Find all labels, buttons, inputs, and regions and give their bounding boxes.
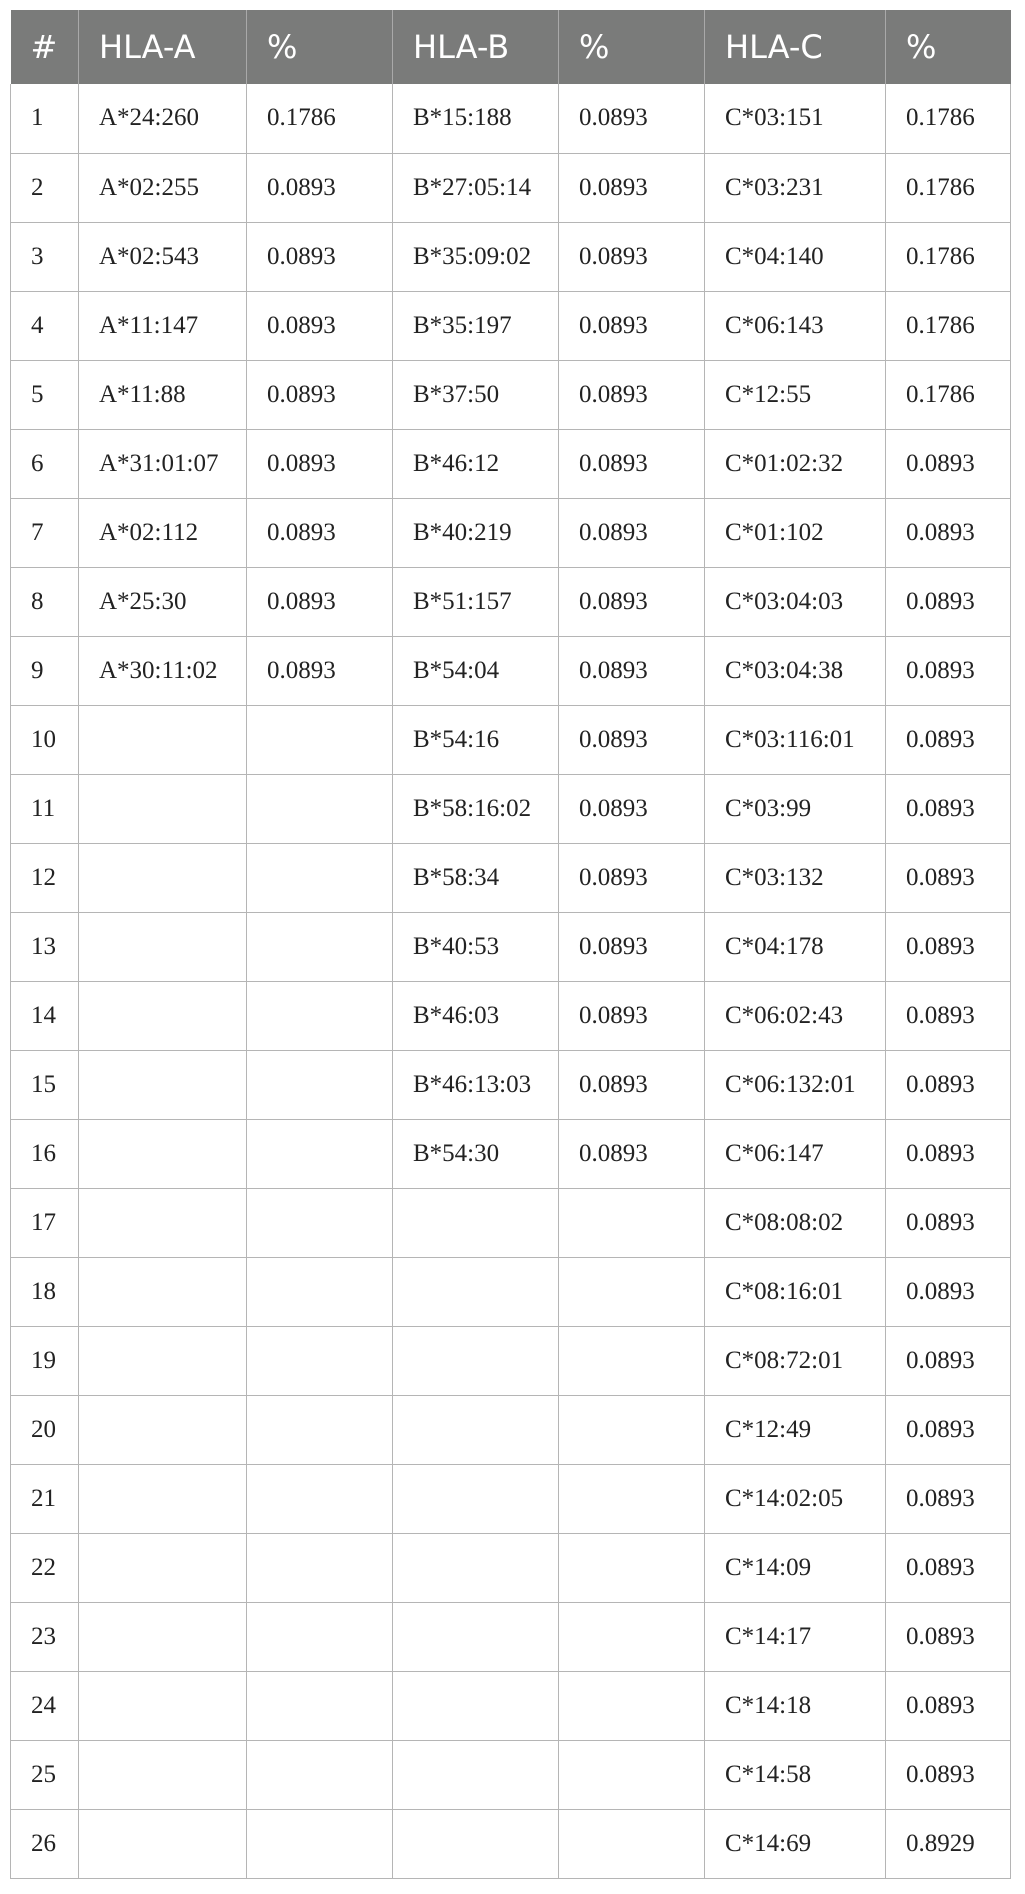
cell-hla-b-allele: B*27:05:14 [393,153,559,222]
cell-hla-c-allele: C*03:151 [705,84,886,153]
cell-hla-a-percent [247,912,393,981]
cell-row-index: 11 [11,774,79,843]
cell-hla-a-allele [79,1533,247,1602]
table-row [11,1533,1011,1602]
cell-hla-b-percent: 0.0893 [559,222,705,291]
cell-hla-c-allele: C*06:147 [705,1119,886,1188]
cell-row-index: 10 [11,705,79,774]
table-row [11,1809,1011,1878]
cell-hla-c-percent: 0.1786 [886,291,1011,360]
cell-hla-b-allele: B*40:53 [393,912,559,981]
cell-hla-a-percent: 0.0893 [247,360,393,429]
cell-hla-c-percent: 0.1786 [886,222,1011,291]
cell-hla-c-allele: C*08:16:01 [705,1257,886,1326]
table-row [11,1671,1011,1740]
table-row [11,360,1011,429]
cell-hla-a-percent [247,1671,393,1740]
cell-hla-b-allele: B*58:16:02 [393,774,559,843]
cell-hla-b-percent: 0.0893 [559,774,705,843]
cell-hla-a-allele [79,1395,247,1464]
cell-hla-a-percent [247,1257,393,1326]
cell-hla-a-allele [79,1188,247,1257]
cell-hla-c-percent: 0.0893 [886,1050,1011,1119]
cell-hla-b-percent: 0.0893 [559,636,705,705]
cell-hla-b-allele: B*35:197 [393,291,559,360]
cell-hla-c-allele: C*08:08:02 [705,1188,886,1257]
cell-hla-c-percent: 0.0893 [886,774,1011,843]
cell-hla-a-percent: 0.0893 [247,567,393,636]
cell-hla-a-allele [79,1809,247,1878]
cell-row-index: 18 [11,1257,79,1326]
cell-hla-c-percent: 0.0893 [886,567,1011,636]
table-row [11,1188,1011,1257]
cell-hla-b-percent: 0.0893 [559,498,705,567]
table-row [11,1395,1011,1464]
cell-hla-c-allele: C*03:04:03 [705,567,886,636]
cell-hla-b-allele: B*37:50 [393,360,559,429]
cell-hla-c-allele: C*04:178 [705,912,886,981]
cell-row-index: 22 [11,1533,79,1602]
cell-row-index: 6 [11,429,79,498]
cell-hla-a-percent [247,1533,393,1602]
cell-hla-a-allele: A*02:112 [79,498,247,567]
cell-row-index: 23 [11,1602,79,1671]
cell-hla-a-allele [79,1119,247,1188]
table-row [11,153,1011,222]
cell-hla-a-allele [79,774,247,843]
cell-hla-b-percent: 0.0893 [559,843,705,912]
cell-hla-c-allele: C*14:09 [705,1533,886,1602]
cell-hla-a-percent [247,1395,393,1464]
cell-hla-b-allele: B*35:09:02 [393,222,559,291]
cell-hla-c-percent: 0.0893 [886,429,1011,498]
cell-hla-b-allele [393,1533,559,1602]
cell-hla-c-percent: 0.1786 [886,360,1011,429]
cell-hla-b-allele: B*40:219 [393,498,559,567]
cell-hla-a-percent: 0.0893 [247,153,393,222]
table-header [11,10,1011,84]
cell-hla-c-percent: 0.0893 [886,1119,1011,1188]
cell-hla-a-percent: 0.0893 [247,222,393,291]
cell-hla-c-percent: 0.0893 [886,636,1011,705]
cell-hla-c-percent: 0.1786 [886,153,1011,222]
cell-hla-c-percent: 0.0893 [886,843,1011,912]
cell-hla-c-percent: 0.1786 [886,84,1011,153]
cell-row-index: 17 [11,1188,79,1257]
cell-hla-a-percent [247,1602,393,1671]
cell-row-index: 15 [11,1050,79,1119]
table-row [11,705,1011,774]
cell-hla-a-allele [79,912,247,981]
cell-hla-a-allele [79,1050,247,1119]
table-row [11,429,1011,498]
table-row [11,1326,1011,1395]
cell-hla-c-allele: C*08:72:01 [705,1326,886,1395]
cell-hla-a-allele: A*02:255 [79,153,247,222]
cell-hla-c-allele: C*06:143 [705,291,886,360]
cell-hla-b-percent: 0.0893 [559,1050,705,1119]
cell-hla-c-percent: 0.0893 [886,1602,1011,1671]
cell-hla-a-allele: A*02:543 [79,222,247,291]
table-row [11,567,1011,636]
cell-hla-a-allele: A*24:260 [79,84,247,153]
cell-hla-a-percent: 0.1786 [247,84,393,153]
cell-hla-a-percent: 0.0893 [247,429,393,498]
header-row [11,10,1011,84]
cell-row-index: 2 [11,153,79,222]
cell-hla-a-allele [79,705,247,774]
cell-row-index: 16 [11,1119,79,1188]
cell-hla-c-percent: 0.0893 [886,1257,1011,1326]
cell-hla-c-allele: C*14:17 [705,1602,886,1671]
cell-hla-b-percent [559,1809,705,1878]
header-cell-index: # [11,10,79,84]
cell-hla-a-allele [79,1671,247,1740]
cell-hla-a-allele: A*31:01:07 [79,429,247,498]
table-row [11,912,1011,981]
cell-row-index: 26 [11,1809,79,1878]
cell-hla-a-percent: 0.0893 [247,636,393,705]
cell-hla-b-percent: 0.0893 [559,153,705,222]
cell-hla-c-allele: C*03:132 [705,843,886,912]
cell-hla-b-allele: B*51:157 [393,567,559,636]
table-row [11,222,1011,291]
cell-hla-b-allele: B*46:03 [393,981,559,1050]
cell-hla-a-allele [79,1602,247,1671]
cell-hla-b-allele [393,1602,559,1671]
cell-hla-b-percent [559,1602,705,1671]
table-body [11,84,1011,1878]
cell-hla-c-percent: 0.0893 [886,1326,1011,1395]
cell-hla-b-percent: 0.0893 [559,567,705,636]
cell-row-index: 3 [11,222,79,291]
cell-row-index: 14 [11,981,79,1050]
cell-hla-a-allele [79,843,247,912]
cell-hla-c-percent: 0.0893 [886,1464,1011,1533]
cell-hla-a-percent [247,774,393,843]
cell-hla-c-allele: C*14:69 [705,1809,886,1878]
cell-hla-a-percent [247,1119,393,1188]
header-cell-hla-a-percent: % [247,10,393,84]
cell-hla-b-allele: B*54:16 [393,705,559,774]
cell-hla-c-allele: C*06:02:43 [705,981,886,1050]
cell-row-index: 5 [11,360,79,429]
cell-hla-b-allele [393,1464,559,1533]
cell-hla-c-percent: 0.0893 [886,705,1011,774]
cell-hla-a-percent [247,1809,393,1878]
cell-hla-b-allele [393,1188,559,1257]
cell-hla-b-allele: B*46:12 [393,429,559,498]
table-row [11,1257,1011,1326]
cell-hla-c-allele: C*01:02:32 [705,429,886,498]
cell-hla-b-percent [559,1740,705,1809]
cell-hla-a-percent [247,705,393,774]
cell-hla-a-allele [79,981,247,1050]
cell-hla-b-allele: B*54:30 [393,1119,559,1188]
cell-hla-c-allele: C*14:02:05 [705,1464,886,1533]
cell-hla-a-allele [79,1740,247,1809]
cell-row-index: 25 [11,1740,79,1809]
cell-hla-c-allele: C*03:116:01 [705,705,886,774]
cell-hla-b-allele [393,1395,559,1464]
cell-hla-a-percent [247,843,393,912]
cell-row-index: 20 [11,1395,79,1464]
cell-hla-b-allele: B*54:04 [393,636,559,705]
cell-row-index: 12 [11,843,79,912]
cell-hla-b-allele [393,1257,559,1326]
cell-hla-a-allele [79,1464,247,1533]
cell-hla-b-percent [559,1188,705,1257]
cell-hla-b-percent: 0.0893 [559,981,705,1050]
header-cell-hla-b-percent: % [559,10,705,84]
cell-hla-c-allele: C*06:132:01 [705,1050,886,1119]
cell-hla-b-allele: B*15:188 [393,84,559,153]
cell-hla-c-percent: 0.0893 [886,981,1011,1050]
cell-hla-c-percent: 0.0893 [886,1740,1011,1809]
table-row [11,498,1011,567]
cell-hla-a-allele: A*11:88 [79,360,247,429]
cell-hla-a-percent [247,1188,393,1257]
cell-row-index: 1 [11,84,79,153]
cell-hla-b-percent: 0.0893 [559,912,705,981]
cell-hla-c-allele: C*14:58 [705,1740,886,1809]
cell-hla-c-percent: 0.8929 [886,1809,1011,1878]
cell-hla-b-allele: B*58:34 [393,843,559,912]
cell-hla-b-percent [559,1395,705,1464]
cell-row-index: 21 [11,1464,79,1533]
cell-row-index: 24 [11,1671,79,1740]
cell-row-index: 13 [11,912,79,981]
cell-hla-b-allele [393,1740,559,1809]
cell-hla-a-percent [247,1740,393,1809]
table-row [11,291,1011,360]
cell-hla-a-allele [79,1257,247,1326]
cell-hla-b-allele [393,1809,559,1878]
cell-hla-b-allele [393,1671,559,1740]
hla-allele-table-container [10,10,1010,1879]
cell-hla-b-percent [559,1671,705,1740]
cell-row-index: 7 [11,498,79,567]
cell-hla-c-allele: C*01:102 [705,498,886,567]
table-row [11,774,1011,843]
cell-hla-a-percent: 0.0893 [247,291,393,360]
cell-hla-c-allele: C*12:49 [705,1395,886,1464]
cell-row-index: 9 [11,636,79,705]
cell-hla-b-allele [393,1326,559,1395]
cell-row-index: 4 [11,291,79,360]
cell-hla-a-percent: 0.0893 [247,498,393,567]
cell-hla-a-percent [247,1050,393,1119]
header-cell-hla-a: HLA-A [79,10,247,84]
cell-hla-a-allele: A*30:11:02 [79,636,247,705]
cell-hla-a-percent [247,1464,393,1533]
cell-hla-c-allele: C*12:55 [705,360,886,429]
cell-hla-c-allele: C*14:18 [705,1671,886,1740]
cell-hla-a-allele: A*11:147 [79,291,247,360]
cell-hla-c-percent: 0.0893 [886,1395,1011,1464]
table-row [11,84,1011,153]
table-row [11,636,1011,705]
cell-hla-b-percent [559,1533,705,1602]
table-row [11,1740,1011,1809]
cell-hla-c-allele: C*03:99 [705,774,886,843]
header-cell-hla-c: HLA-C [705,10,886,84]
cell-hla-c-allele: C*04:140 [705,222,886,291]
header-cell-hla-c-percent: % [886,10,1011,84]
table-row [11,1050,1011,1119]
cell-row-index: 19 [11,1326,79,1395]
cell-hla-c-percent: 0.0893 [886,1188,1011,1257]
table-row [11,1119,1011,1188]
table-row [11,843,1011,912]
header-cell-hla-b: HLA-B [393,10,559,84]
cell-hla-c-allele: C*03:231 [705,153,886,222]
cell-hla-b-percent: 0.0893 [559,84,705,153]
cell-row-index: 8 [11,567,79,636]
cell-hla-c-allele: C*03:04:38 [705,636,886,705]
table-row [11,981,1011,1050]
cell-hla-b-percent: 0.0893 [559,705,705,774]
cell-hla-b-percent [559,1257,705,1326]
cell-hla-c-percent: 0.0893 [886,498,1011,567]
cell-hla-b-percent [559,1326,705,1395]
cell-hla-b-allele: B*46:13:03 [393,1050,559,1119]
cell-hla-b-percent: 0.0893 [559,429,705,498]
cell-hla-a-allele: A*25:30 [79,567,247,636]
cell-hla-c-percent: 0.0893 [886,1533,1011,1602]
hla-allele-table [10,10,1011,1879]
table-row [11,1602,1011,1671]
cell-hla-a-percent [247,981,393,1050]
cell-hla-b-percent [559,1464,705,1533]
cell-hla-c-percent: 0.0893 [886,1671,1011,1740]
cell-hla-c-percent: 0.0893 [886,912,1011,981]
cell-hla-b-percent: 0.0893 [559,291,705,360]
table-row [11,1464,1011,1533]
cell-hla-a-percent [247,1326,393,1395]
cell-hla-a-allele [79,1326,247,1395]
cell-hla-b-percent: 0.0893 [559,360,705,429]
cell-hla-b-percent: 0.0893 [559,1119,705,1188]
